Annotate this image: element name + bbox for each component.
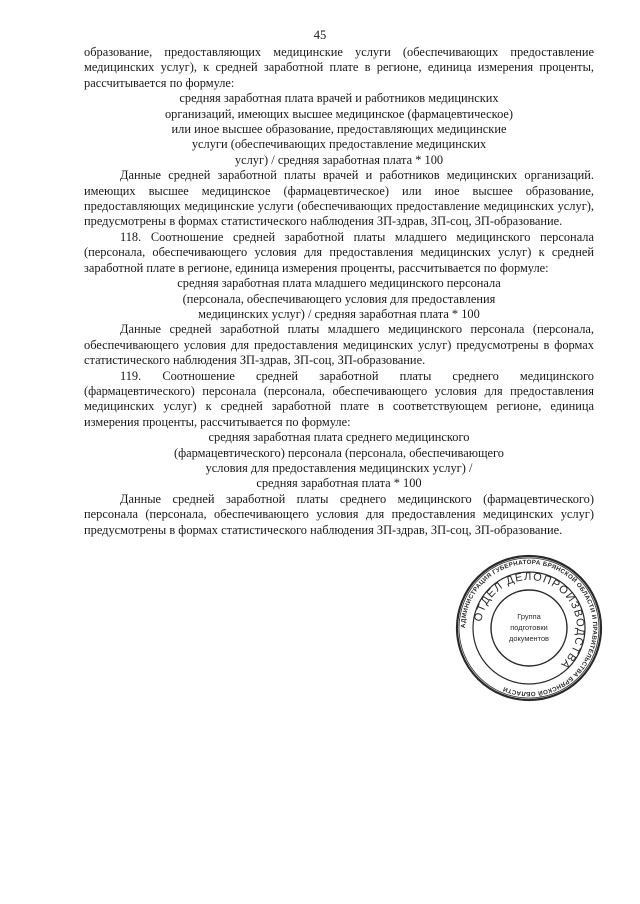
svg-text:Группа: Группа: [517, 612, 541, 621]
page-number: 45: [313, 28, 327, 42]
formula-line: средняя заработная плата младшего медицинского персонала: [177, 276, 501, 291]
data-source-paragraph: Данные средней заработной платы врачей и работников медицинских организаций. имеющих высшее медицинское (фармацевтическое) или иное высшее образование, предоставляющих медицинские услуги (обеспечивающих предоставление медицинских услуг), предусмотрены в формах статистического наблюдения ЗП-здрав, ЗП-соц, ЗП-образование.: [84, 168, 594, 229]
formula-line: медицинских услуг) / средняя заработная плата * 100: [198, 306, 480, 321]
formula-line: услуги (обеспечивающих предоставление медицинских: [191, 137, 487, 152]
data-source-paragraph: Данные средней заработной платы младшего медицинского персонала (персонала, обеспечивающего условия для предоставления медицинских услуг) предусмотрены в формах статистического наблюдения ЗП-здрав, ЗП-соц, ЗП-образование.: [84, 322, 594, 368]
document-body: [84, 45, 594, 538]
formula-line: средняя заработная плата врачей и работников медицинских: [179, 91, 499, 106]
formula-line: средняя заработная плата среднего медицинского: [208, 430, 470, 445]
formula-line: средняя заработная плата * 100: [256, 476, 422, 491]
formula-line: (персонала, обеспечивающего условия для предоставления: [182, 291, 496, 306]
stamp-seal-icon: [454, 553, 604, 703]
svg-text:документов: документов: [509, 634, 549, 643]
intro-paragraph: образование, предоставляющих медицинские услуги (обеспечивающих предоставление медицинских услуг), к средней заработной плате в регионе, единица измерения проценты, рассчитывается по формуле:: [84, 45, 594, 90]
formula-line: условия для предоставления медицинских услуг) /: [205, 460, 473, 475]
formula-line: (фармацевтического) персонала (персонала, обеспечивающего: [173, 445, 505, 460]
formula-junior-staff: [84, 276, 594, 322]
svg-text:АДМИНИСТРАЦИЯ ГУБЕРНАТОРА БРЯН: АДМИНИСТРАЦИЯ ГУБЕРНАТОРА БРЯНСКОЙ ОБЛАСТИ И ПРАВИТЕЛЬСТВА БРЯНСКОЙ ОБЛАСТИ: [459, 558, 599, 698]
data-source-paragraph: Данные средней заработной платы среднего медицинского (фармацевтического) персонала (персонала, обеспечивающего условия для предоставления медицинских услуг) предусмотрены в формах статистического наблюдения ЗП-здрав, ЗП-соц, ЗП-образование.: [84, 491, 594, 537]
official-stamp: [454, 553, 604, 703]
svg-text:ОТДЕЛ ДЕЛОПРОИЗВОДСТВА: ОТДЕЛ ДЕЛОПРОИЗВОДСТВА: [472, 570, 587, 672]
formula-line: услуг) / средняя заработная плата * 100: [234, 152, 444, 167]
formula-doctors: [84, 91, 594, 168]
formula-line: или иное высшее образование, предоставляющих медицинские: [171, 122, 507, 137]
item-118-paragraph: 118. Соотношение средней заработной платы младшего медицинского персонала (персонала, обеспечивающего условия для предоставления медицинских услуг) к средней заработной плате в регионе, единица измерения проценты, рассчитывается по формуле:: [84, 229, 594, 275]
formula-line: организаций, имеющих высшее медицинское (фармацевтическое): [164, 106, 514, 121]
formula-middle-staff: [84, 430, 594, 492]
item-119-paragraph: 119. Соотношение средней заработной платы среднего медицинского (фармацевтического) персонала (персонала, обеспечивающего условия для предоставления медицинских услуг) к средней заработной плате в соответствующем регионе, единица измерения проценты, рассчитывается по формуле:: [84, 368, 594, 429]
svg-text:подготовки: подготовки: [510, 623, 548, 632]
